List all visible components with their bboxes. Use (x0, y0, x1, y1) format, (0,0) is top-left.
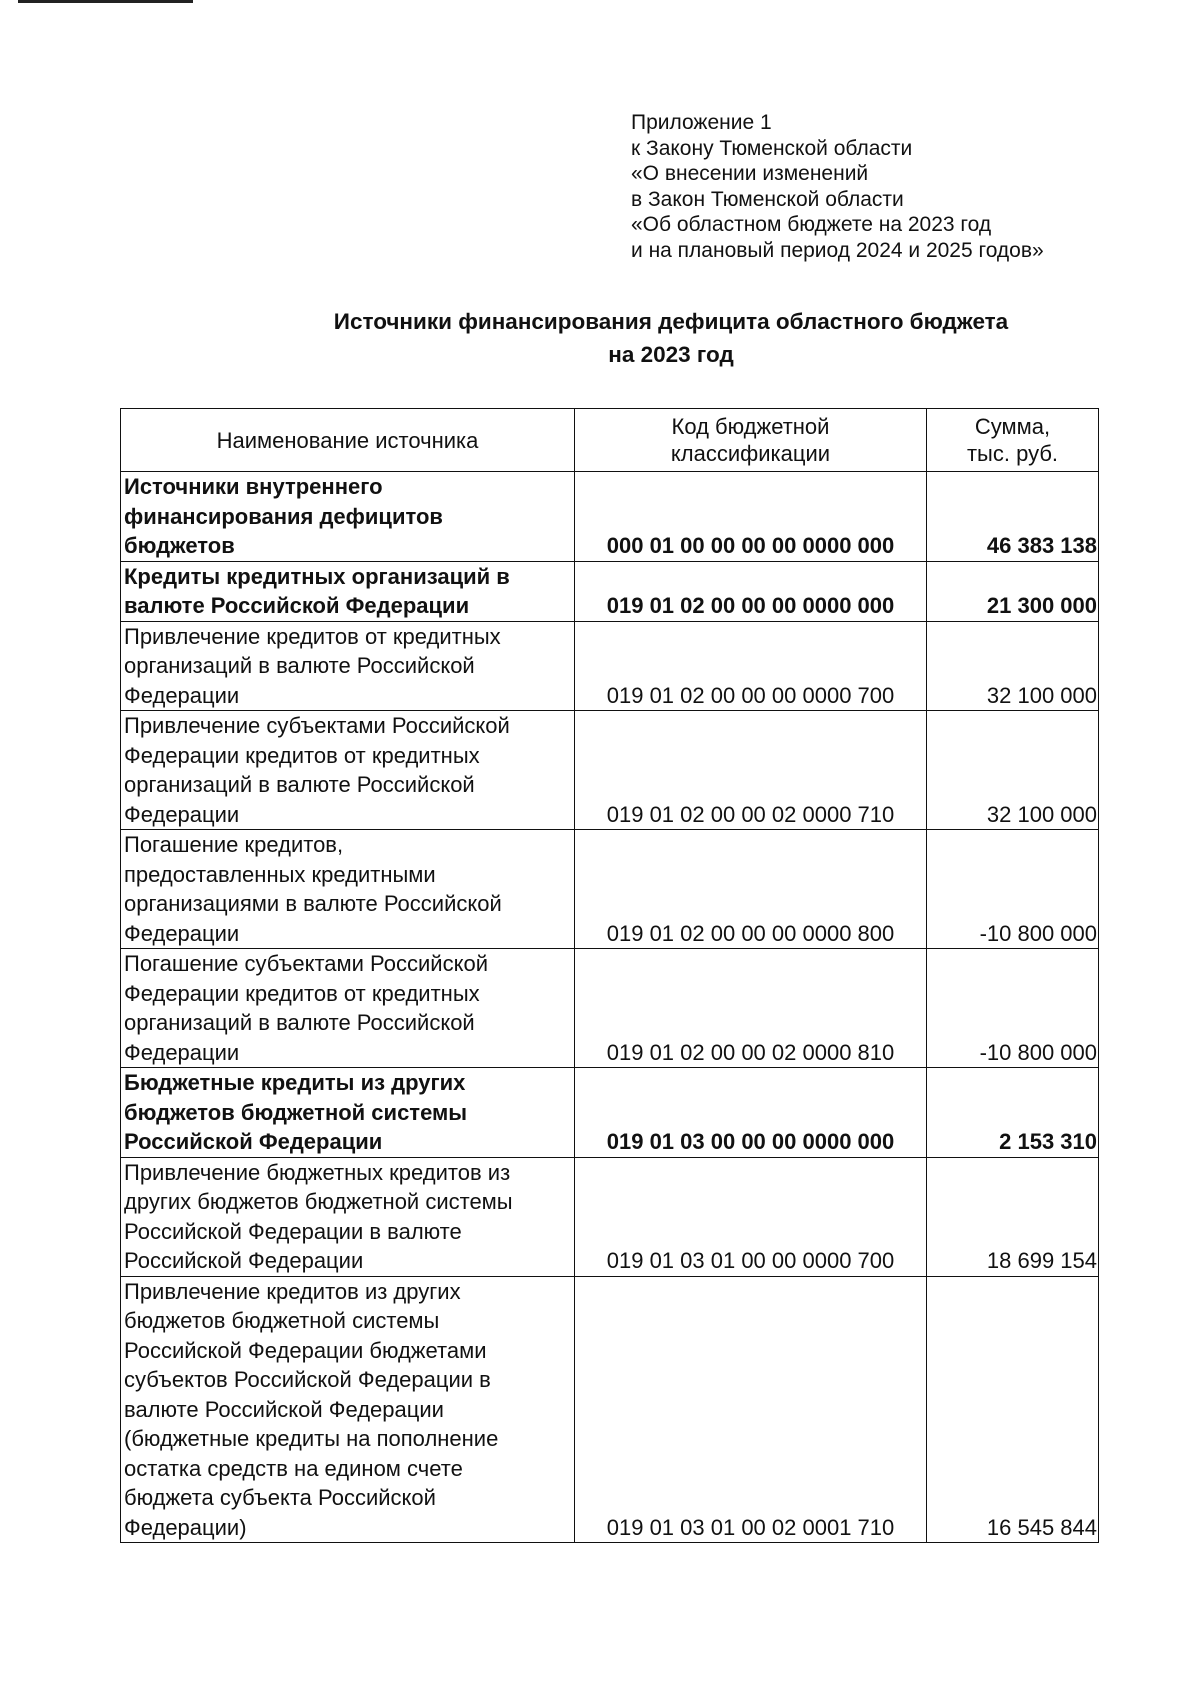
budget-code-cell: 019 01 02 00 00 02 0000 710 (575, 711, 927, 830)
table-header-row (121, 409, 1099, 472)
header-code-line: Код бюджетной (671, 414, 830, 439)
source-name-line: Российской Федерации бюджетами (124, 1337, 487, 1363)
source-name-line: Погашение кредитов, (124, 832, 344, 857)
source-name-line: Привлечение субъектами Российской (124, 713, 510, 738)
source-name-cell (121, 472, 575, 562)
table-row (121, 830, 1099, 949)
source-name-line: Российской Федерации (124, 1129, 383, 1154)
budget-deficit-table (120, 408, 1099, 1543)
source-name-line: Привлечение кредитов от кредитных (124, 623, 501, 649)
source-name-line: финансирования дефицитов (124, 503, 443, 529)
source-name-line: бюджетов (124, 533, 235, 558)
budget-code-cell: 019 01 02 00 00 00 0000 000 (575, 561, 927, 621)
appendix-note (631, 110, 1044, 263)
source-name-line: Привлечение кредитов из других (124, 1278, 461, 1304)
amount-cell: 32 100 000 (927, 711, 1099, 830)
source-name-line: субъектов Российской Федерации в (124, 1367, 491, 1392)
source-name-line: Источники внутреннего (124, 474, 383, 499)
source-name-line: бюджетов бюджетной системы (124, 1308, 440, 1333)
table-row (121, 621, 1099, 711)
source-name-line: организаций в валюте Российской (124, 772, 475, 797)
source-name-line: Федерации (124, 1039, 240, 1065)
source-name-line: организаций в валюте Российской (124, 653, 475, 678)
amount-cell: 2 153 310 (927, 1068, 1099, 1158)
source-name-line: организаций в валюте Российской (124, 1010, 475, 1035)
header-sum (927, 409, 1099, 472)
budget-code-cell: 019 01 03 01 00 02 0001 710 (575, 1276, 927, 1543)
amount-cell: -10 800 000 (927, 949, 1099, 1068)
table-row (121, 949, 1099, 1068)
header-name: Наименование источника (121, 409, 575, 472)
source-name-line: (бюджетные кредиты на пополнение (124, 1426, 499, 1451)
header-code (575, 409, 927, 472)
source-name-line: предоставленных кредитными (124, 861, 436, 887)
scan-edge-mark (18, 0, 193, 3)
source-name-line: Федерации) (124, 1514, 247, 1540)
source-name-cell (121, 711, 575, 830)
source-name-line: Бюджетные кредиты из других (124, 1070, 466, 1095)
appendix-line: к Закону Тюменской области (631, 136, 913, 160)
budget-code-cell: 019 01 03 01 00 00 0000 700 (575, 1157, 927, 1276)
table-body (121, 472, 1099, 1543)
source-name-line: валюте Российской Федерации (124, 593, 470, 618)
source-name-line: Погашение субъектами Российской (124, 951, 488, 976)
appendix-line: «Об областном бюджете на 2023 год (631, 213, 992, 236)
appendix-line: «О внесении изменений (631, 162, 869, 185)
amount-cell: 21 300 000 (927, 561, 1099, 621)
source-name-line: Российской Федерации (124, 1248, 364, 1273)
header-code-line: классификации (670, 441, 831, 466)
amount-cell: 18 699 154 (927, 1157, 1099, 1276)
source-name-cell (121, 830, 575, 949)
source-name-line: бюджета субъекта Российской (124, 1485, 436, 1510)
header-sum-line: Сумма, (974, 414, 1051, 439)
budget-code-cell: 019 01 03 00 00 00 0000 000 (575, 1068, 927, 1158)
table-row (121, 472, 1099, 562)
amount-cell: 46 383 138 (927, 472, 1099, 562)
title-line-2: на 2023 год (608, 342, 734, 367)
source-name-line: Федерации (124, 682, 240, 708)
table-row (121, 711, 1099, 830)
table-row (121, 561, 1099, 621)
budget-code-cell: 019 01 02 00 00 00 0000 700 (575, 621, 927, 711)
source-name-line: Федерации кредитов от кредитных (124, 980, 480, 1006)
source-name-line: Федерации (124, 801, 240, 827)
table-row (121, 1157, 1099, 1276)
amount-cell: -10 800 000 (927, 830, 1099, 949)
amount-cell: 32 100 000 (927, 621, 1099, 711)
amount-cell: 16 545 844 (927, 1276, 1099, 1543)
source-name-cell (121, 949, 575, 1068)
source-name-line: Российской Федерации в валюте (124, 1218, 462, 1244)
source-name-line: Федерации кредитов от кредитных (124, 742, 480, 768)
source-name-line: бюджетов бюджетной системы (124, 1099, 468, 1125)
source-name-cell (121, 561, 575, 621)
title-line-1: Источники финансирования дефицита областного бюджета (333, 309, 1009, 334)
source-name-line: Кредиты кредитных организаций в (124, 563, 510, 589)
source-name-cell (121, 1068, 575, 1158)
source-name-line: валюте Российской Федерации (124, 1396, 444, 1422)
source-name-line: остатка средств на едином счете (124, 1455, 463, 1481)
appendix-line: Приложение 1 (631, 111, 772, 134)
document-title (0, 305, 1200, 371)
header-sum-line: тыс. руб. (966, 441, 1059, 466)
table-row (121, 1068, 1099, 1158)
appendix-line: в Закон Тюменской области (631, 187, 904, 211)
table-row (121, 1276, 1099, 1543)
source-name-line: Федерации (124, 920, 240, 946)
source-name-cell (121, 1157, 575, 1276)
source-name-line: организациями в валюте Российской (124, 891, 502, 916)
budget-code-cell: 019 01 02 00 00 00 0000 800 (575, 830, 927, 949)
source-name-cell (121, 1276, 575, 1543)
source-name-line: других бюджетов бюджетной системы (124, 1189, 513, 1214)
source-name-line: Привлечение бюджетных кредитов из (124, 1159, 511, 1185)
appendix-line: и на плановый период 2024 и 2025 годов» (631, 238, 1044, 262)
source-name-cell (121, 621, 575, 711)
budget-code-cell: 000 01 00 00 00 00 0000 000 (575, 472, 927, 562)
budget-code-cell: 019 01 02 00 00 02 0000 810 (575, 949, 927, 1068)
